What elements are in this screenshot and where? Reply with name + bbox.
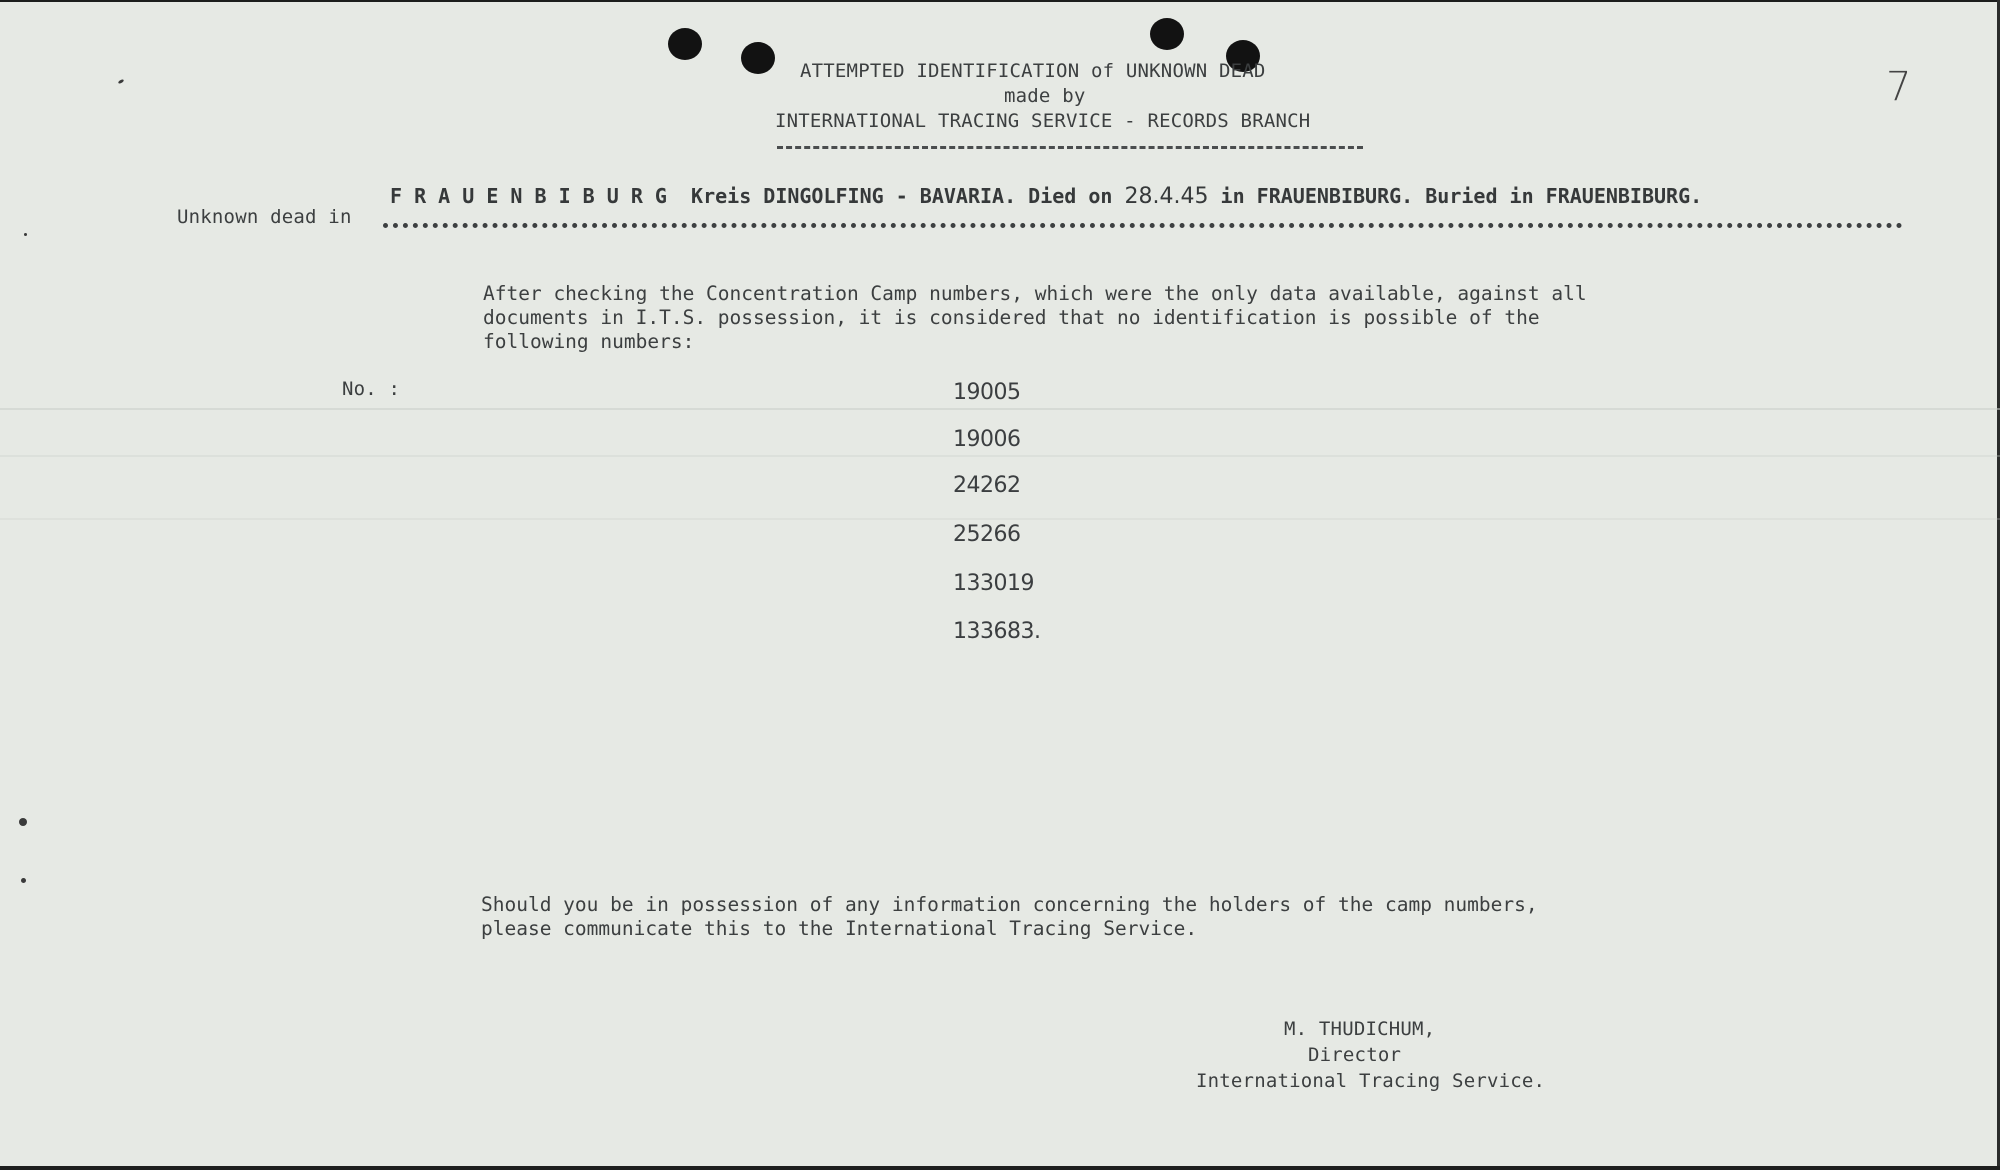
camp-number: 133683. [953, 619, 1041, 644]
paper-fold-line [0, 518, 2000, 520]
camp-number: 24262 [953, 473, 1021, 498]
page-number: 7 [1886, 64, 1912, 110]
header-branch: INTERNATIONAL TRACING SERVICE - RECORDS BRANCH [775, 110, 1311, 132]
intro-paragraph: After checking the Concentration Camp numbers, which were the only data available, against all documents in I.T.S. possession, it is considered that no identification is possible of the following numbers: [483, 282, 1587, 353]
location-entry-suffix: in FRAUENBIBURG. Buried in FRAUENBIBURG. [1208, 184, 1703, 208]
dotted-fill-line [383, 223, 1903, 228]
camp-number: 25266 [953, 522, 1021, 547]
ink-speck [19, 818, 27, 826]
signature-title: Director [1308, 1044, 1402, 1066]
location-label: Unknown dead in [177, 206, 352, 228]
header-made-by: made by [1004, 85, 1086, 107]
death-date: 28.4.45 [1124, 184, 1209, 209]
numbers-label: No. : [342, 378, 401, 400]
header-title: ATTEMPTED IDENTIFICATION of UNKNOWN DEAD [800, 60, 1266, 82]
scan-edge-bottom [0, 1166, 2000, 1170]
closing-paragraph: Should you be in possession of any information concerning the holders of the camp numbers, please communicate this to the International Tracing Service. [481, 893, 1538, 940]
punch-hole [741, 42, 775, 74]
scan-edge-top [0, 0, 2000, 2]
signature-organization: International Tracing Service. [1196, 1070, 1546, 1092]
camp-number: 133019 [953, 571, 1034, 596]
paper-fold-line [0, 408, 2000, 410]
paper-fold-line [0, 455, 2000, 457]
ink-speck [118, 79, 125, 85]
ink-speck [21, 878, 26, 883]
punch-hole [1150, 18, 1184, 50]
camp-number: 19005 [953, 380, 1021, 405]
signature-name: M. THUDICHUM, [1284, 1018, 1436, 1040]
header-underline [777, 146, 1363, 149]
punch-hole [668, 28, 702, 60]
camp-number: 19006 [953, 427, 1021, 452]
ink-speck [24, 233, 27, 236]
location-entry [390, 184, 1702, 209]
location-entry-prefix: F R A U E N B I B U R G Kreis DINGOLFING - BAVARIA. Died on [390, 184, 1125, 208]
